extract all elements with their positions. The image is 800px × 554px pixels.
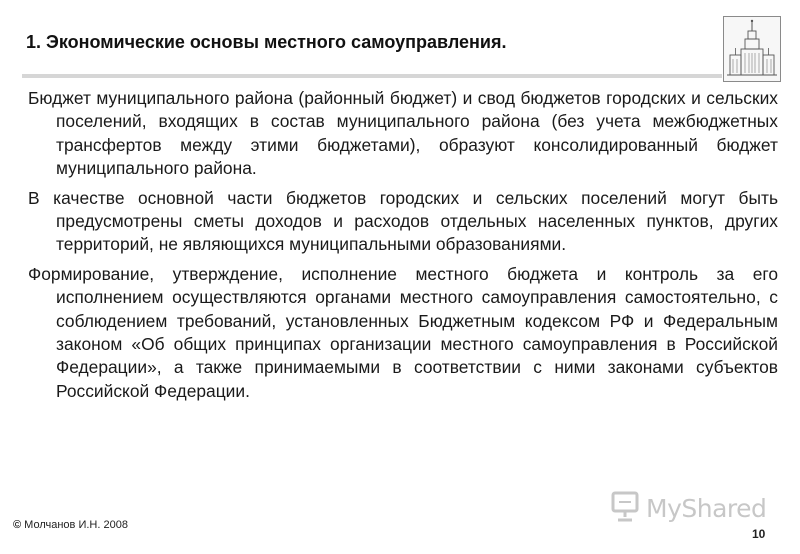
watermark [608,491,766,525]
footer-author: Молчанов И.Н. 2008 [24,519,128,531]
paragraph-consolidated-budget: Бюджет муниципального района (районный бюджет) и свод бюджетов городских и сельских поселений, входящих в состав муниципального района (без учета межбюджетных трансфертов между этими бюджетами), образуют консолидированный бюджет муниципального района. [28,88,778,179]
copyright-icon: © [13,519,22,531]
slide-body [28,87,778,409]
slide-title: 1. Экономические основы местного самоуправления. [26,32,507,52]
paragraph-estimates: В качестве основной части бюджетов городских и сельских поселений могут быть предусмотрены сметы доходов и расходов отдельных населенных пунктов, других территорий, не являющихся муниципальными образованиями. [28,187,778,255]
footer-copyright [13,519,128,531]
watermark-text: MyShared [646,493,767,523]
page-number: 10 [752,527,766,541]
title-divider [22,74,722,78]
presentation-board-icon [608,489,642,528]
university-building-icon [723,16,781,82]
paragraph-budget-formation: Формирование, утверждение, исполнение местного бюджета и контроль за его исполнением осуществляются органами местного самоуправления самостоятельно, с соблюдением требований, установленных Бюджетным кодексом РФ и Федеральным законом «Об общих принципах организации местного самоуправления в Российской Федерации», а также принимаемыми в соответствии с ними законами субъектов Российской Федерации. [28,263,778,401]
